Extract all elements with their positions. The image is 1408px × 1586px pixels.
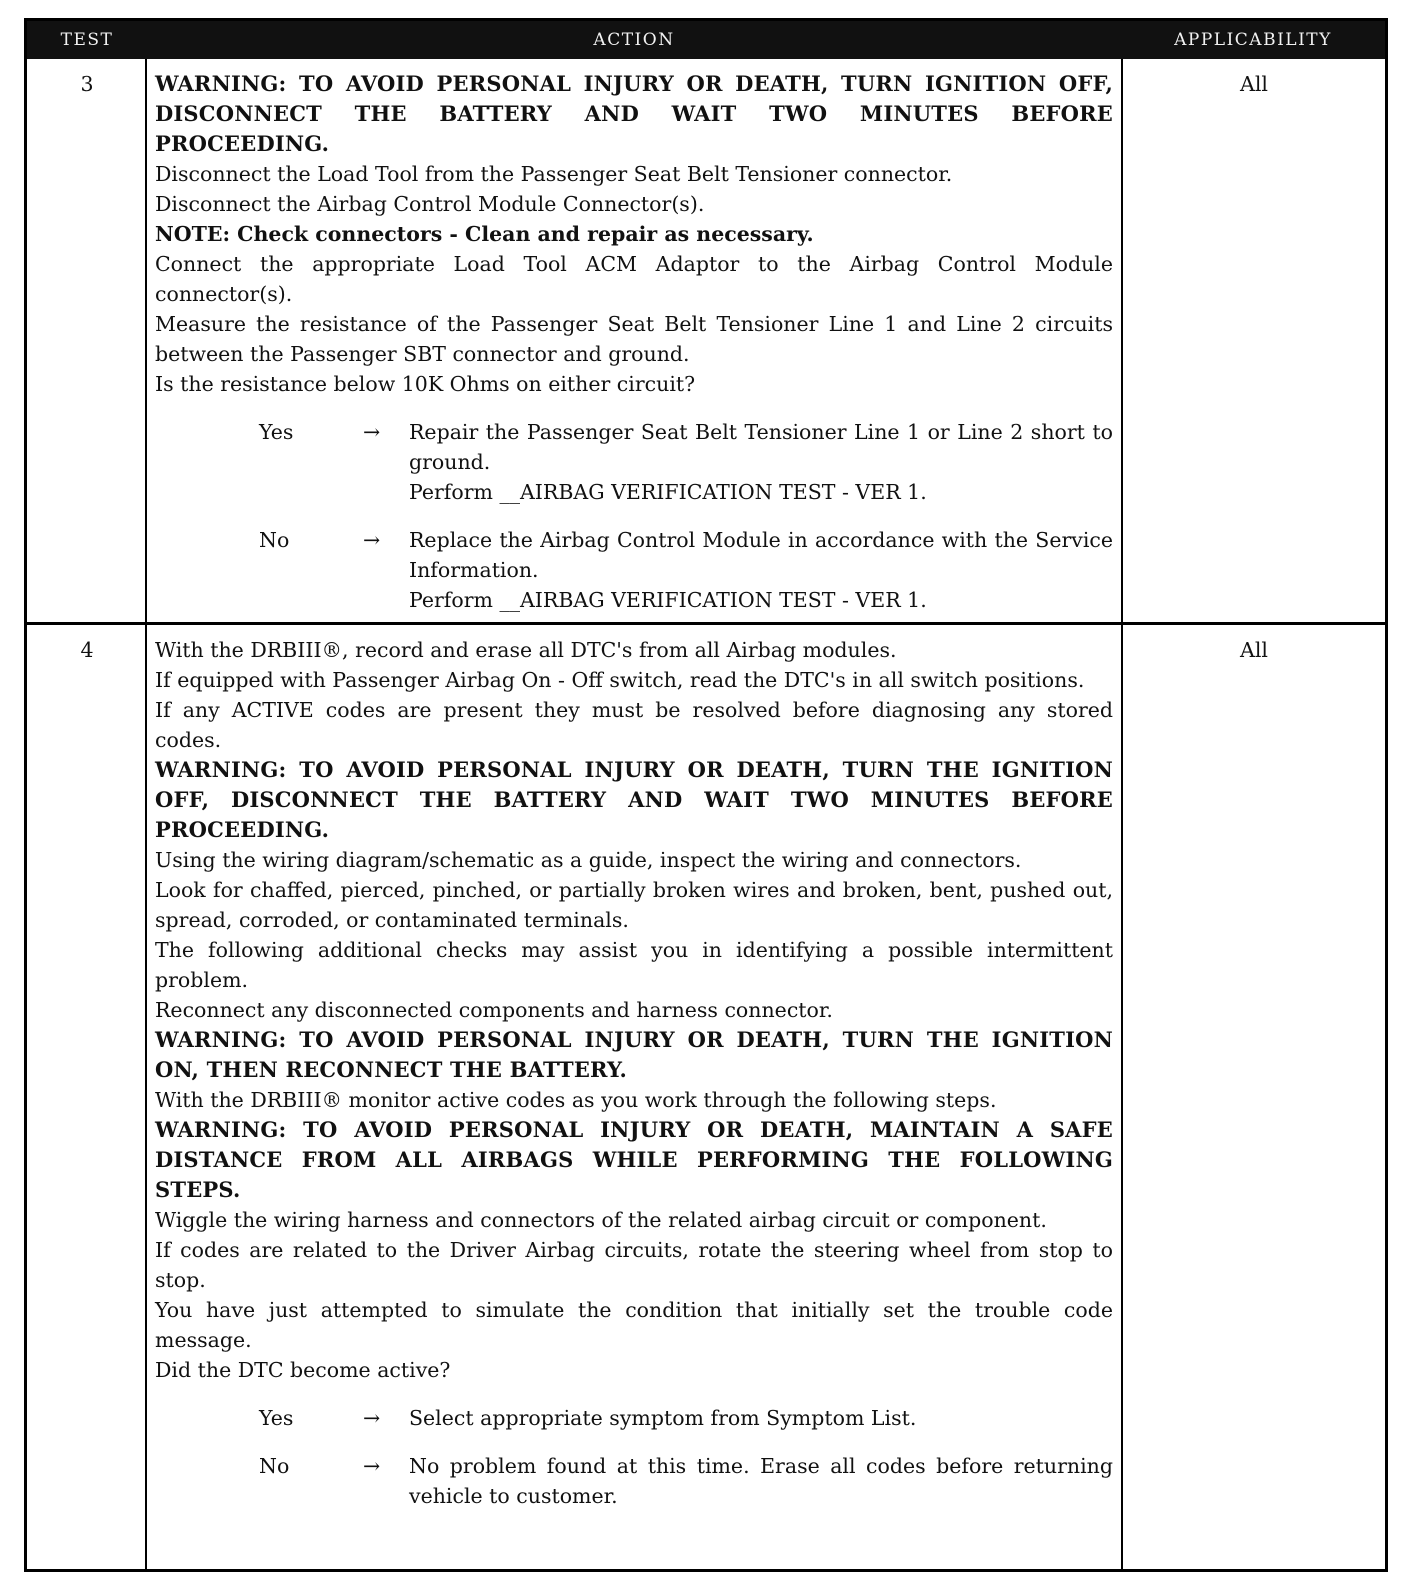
table-header xyxy=(27,21,1385,59)
action-step: Disconnect the Airbag Control Module Connector(s). xyxy=(155,192,705,216)
test-number: 3 xyxy=(80,72,94,96)
test-number: 4 xyxy=(80,638,94,662)
action-step: Disconnect the Load Tool from the Passenger Seat Belt Tensioner connector. xyxy=(155,162,953,186)
no-text: No problem found at this time. Erase all codes before returning vehicle to customer. xyxy=(409,1454,1113,1508)
action-step: The following additional checks may assist you in identifying a possible intermittent problem. xyxy=(155,938,1113,992)
question-text: Did the DTC become active? xyxy=(155,1358,451,1382)
header-applicability: APPLICABILITY xyxy=(1174,30,1332,50)
applicability-value: All xyxy=(1240,72,1268,96)
warning-text: WARNING: TO AVOID PERSONAL INJURY OR DEATH, TURN IGNITION OFF, DISCONNECT THE BATTERY AND WAIT TWO MINUTES BEFORE PROCEEDING. xyxy=(155,71,1113,156)
action-step: If codes are related to the Driver Airbag circuits, rotate the steering wheel from stop to stop. xyxy=(155,1238,1113,1292)
perform-text: Perform __AIRBAG VERIFICATION TEST - VER 1. xyxy=(409,480,927,504)
arrow-icon: → xyxy=(363,1406,381,1430)
no-text: Replace the Airbag Control Module in accordance with the Service Information. xyxy=(409,528,1113,582)
action-step: If any ACTIVE codes are present they must be resolved before diagnosing any stored codes. xyxy=(155,698,1113,752)
header-action: ACTION xyxy=(593,30,675,50)
yes-text: Repair the Passenger Seat Belt Tensioner Line 1 or Line 2 short to ground. xyxy=(409,420,1113,474)
arrow-icon: → xyxy=(363,420,381,444)
no-branch xyxy=(155,525,1113,615)
diagnostic-table xyxy=(24,18,1388,1572)
applicability-value: All xyxy=(1240,638,1268,662)
arrow-icon: → xyxy=(363,1454,381,1478)
yes-label: Yes xyxy=(259,1406,294,1430)
no-branch xyxy=(155,1451,1113,1511)
action-step: Reconnect any disconnected components and harness connector. xyxy=(155,998,833,1022)
action-step: With the DRBIII®, record and erase all DTC's from all Airbag modules. xyxy=(155,638,897,662)
row-divider xyxy=(27,622,1385,625)
action-step: With the DRBIII® monitor active codes as you work through the following steps. xyxy=(155,1088,997,1112)
question-text: Is the resistance below 10K Ohms on either circuit? xyxy=(155,372,696,396)
arrow-icon: → xyxy=(363,528,381,552)
warning-text: WARNING: TO AVOID PERSONAL INJURY OR DEATH, TURN THE IGNITION OFF, DISCONNECT THE BATTERY AND WAIT TWO MINUTES BEFORE PROCEEDING. xyxy=(155,757,1113,842)
action-cell xyxy=(155,69,1113,615)
column-divider xyxy=(145,59,147,1569)
column-divider xyxy=(1121,59,1123,1569)
yes-branch xyxy=(155,417,1113,507)
action-step: Look for chaffed, pierced, pinched, or partially broken wires and broken, bent, pushed out, spread, corroded, or contaminated terminals. xyxy=(155,878,1113,932)
action-step: If equipped with Passenger Airbag On - Off switch, read the DTC's in all switch positions. xyxy=(155,668,1085,692)
action-step: Measure the resistance of the Passenger Seat Belt Tensioner Line 1 and Line 2 circuits between the Passenger SBT connector and ground. xyxy=(155,312,1113,366)
action-step: Connect the appropriate Load Tool ACM Adaptor to the Airbag Control Module connector(s). xyxy=(155,252,1113,306)
action-step: Wiggle the wiring harness and connectors of the related airbag circuit or component. xyxy=(155,1208,1047,1232)
action-cell xyxy=(155,635,1113,1511)
yes-label: Yes xyxy=(259,420,294,444)
action-step: Using the wiring diagram/schematic as a guide, inspect the wiring and connectors. xyxy=(155,848,1022,872)
warning-text: WARNING: TO AVOID PERSONAL INJURY OR DEATH, MAINTAIN A SAFE DISTANCE FROM ALL AIRBAGS WHILE PERFORMING THE FOLLOWING STEPS. xyxy=(155,1117,1113,1202)
no-label: No xyxy=(259,528,290,552)
note-text: NOTE: Check connectors - Clean and repair as necessary. xyxy=(155,222,814,246)
header-test: TEST xyxy=(60,30,114,50)
no-label: No xyxy=(259,1454,290,1478)
yes-branch xyxy=(155,1403,1113,1433)
action-step: You have just attempted to simulate the condition that initially set the trouble code message. xyxy=(155,1298,1113,1352)
yes-text: Select appropriate symptom from Symptom List. xyxy=(409,1406,917,1430)
warning-text: WARNING: TO AVOID PERSONAL INJURY OR DEATH, TURN THE IGNITION ON, THEN RECONNECT THE BATTERY. xyxy=(155,1027,1113,1082)
perform-text: Perform __AIRBAG VERIFICATION TEST - VER 1. xyxy=(409,588,927,612)
